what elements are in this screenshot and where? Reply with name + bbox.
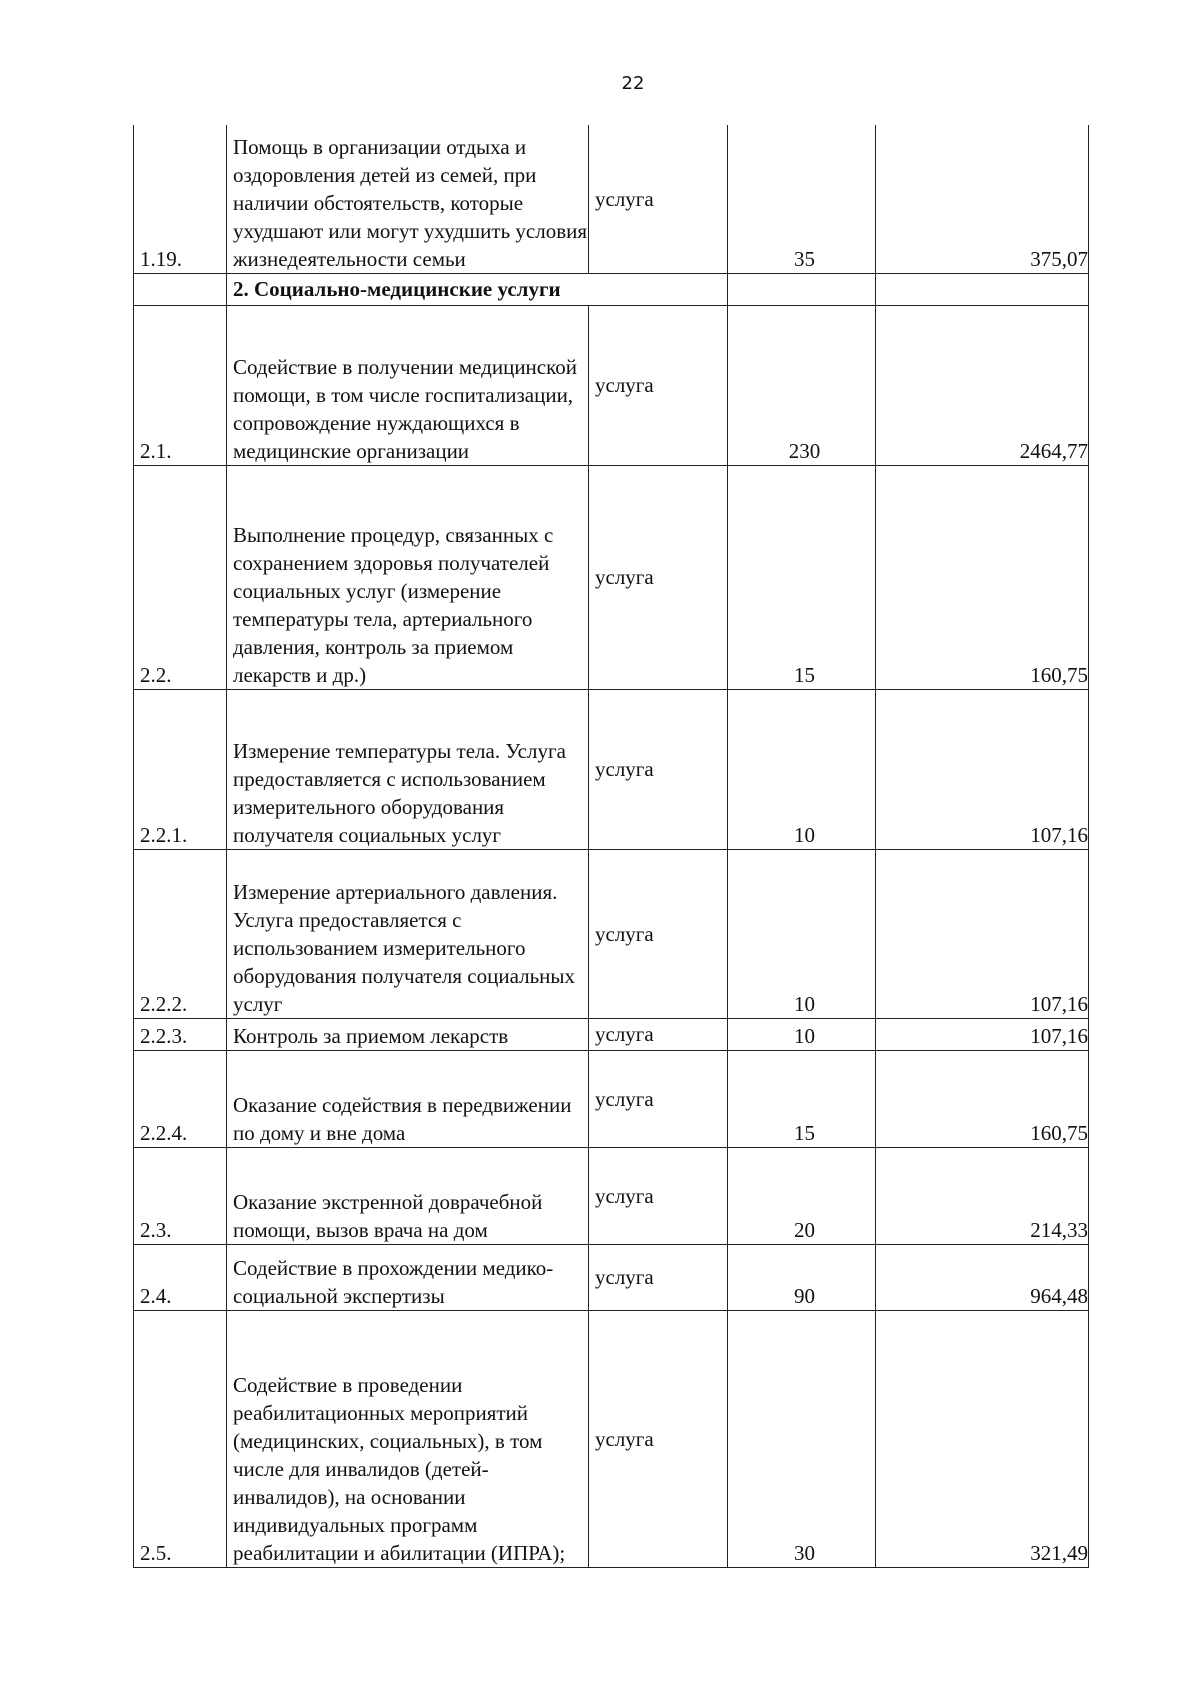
row-number: 2.5. xyxy=(134,1310,227,1567)
unit: услуга xyxy=(589,465,728,689)
quantity: 20 xyxy=(728,1147,876,1244)
service-name: Содействие в прохождении медико-социальной экспертизы xyxy=(227,1244,589,1310)
quantity: 10 xyxy=(728,1018,876,1050)
service-name: Контроль за приемом лекарств xyxy=(227,1018,589,1050)
section-header-row xyxy=(134,273,1089,305)
page-number: 22 xyxy=(621,73,645,94)
quantity: 10 xyxy=(728,849,876,1018)
price: 375,07 xyxy=(876,125,1089,273)
price: 107,16 xyxy=(876,689,1089,849)
service-name: Измерение температуры тела. Услуга предоставляется с использованием измерительного оборудования получателя социальных услуг xyxy=(227,689,589,849)
table-row xyxy=(134,1310,1089,1567)
table-row xyxy=(134,1018,1089,1050)
row-number: 1.19. xyxy=(134,125,227,273)
row-number: 2.3. xyxy=(134,1147,227,1244)
price: 321,49 xyxy=(876,1310,1089,1567)
row-number: 2.4. xyxy=(134,1244,227,1310)
table-row xyxy=(134,689,1089,849)
quantity: 30 xyxy=(728,1310,876,1567)
table-row xyxy=(134,305,1089,465)
service-name: Выполнение процедур, связанных с сохранением здоровья получателей социальных услуг (измерение температуры тела, артериального давления, контроль за приемом лекарств и др.) xyxy=(227,465,589,689)
service-name: Измерение артериального давления. Услуга предоставляется с использованием измерительного оборудования получателя социальных услуг xyxy=(227,849,589,1018)
service-name: Содействие в получении медицинской помощи, в том числе госпитализации, сопровождение нуждающихся в медицинские организации xyxy=(227,305,589,465)
unit: услуга xyxy=(589,849,728,1018)
table-row xyxy=(134,1244,1089,1310)
service-name: Помощь в организации отдыха и оздоровления детей из семей, при наличии обстоятельств, которые ухудшают или могут ухудшить условия жизнедеятельности семьи xyxy=(227,125,589,273)
price: 107,16 xyxy=(876,1018,1089,1050)
price: 2464,77 xyxy=(876,305,1089,465)
quantity: 10 xyxy=(728,689,876,849)
quantity: 35 xyxy=(728,125,876,273)
unit: услуга xyxy=(589,1018,728,1050)
row-number: 2.2.3. xyxy=(134,1018,227,1050)
unit: услуга xyxy=(589,1244,728,1310)
unit: услуга xyxy=(589,1310,728,1567)
section-title: 2. Социально-медицинские услуги xyxy=(227,273,728,305)
quantity: 90 xyxy=(728,1244,876,1310)
unit: услуга xyxy=(589,689,728,849)
table-row xyxy=(134,849,1089,1018)
unit: услуга xyxy=(589,1050,728,1147)
row-number: 2.2.1. xyxy=(134,689,227,849)
unit: услуга xyxy=(589,125,728,273)
service-name: Оказание содействия в передвижении по дому и вне дома xyxy=(227,1050,589,1147)
services-table xyxy=(133,125,1089,1568)
table-row xyxy=(134,1147,1089,1244)
service-name: Оказание экстренной доврачебной помощи, вызов врача на дом xyxy=(227,1147,589,1244)
price: 160,75 xyxy=(876,465,1089,689)
unit: услуга xyxy=(589,1147,728,1244)
row-number: 2.2.2. xyxy=(134,849,227,1018)
row-number: 2.1. xyxy=(134,305,227,465)
row-number: 2.2.4. xyxy=(134,1050,227,1147)
quantity: 15 xyxy=(728,1050,876,1147)
quantity: 15 xyxy=(728,465,876,689)
quantity: 230 xyxy=(728,305,876,465)
price: 214,33 xyxy=(876,1147,1089,1244)
table-row xyxy=(134,465,1089,689)
service-name: Содействие в проведении реабилитационных мероприятий (медицинских, социальных), в том числе для инвалидов (детей-инвалидов), на основании индивидуальных программ реабилитации и абилитации (ИПРА); xyxy=(227,1310,589,1567)
table-row xyxy=(134,1050,1089,1147)
table-row xyxy=(134,125,1089,273)
row-number: 2.2. xyxy=(134,465,227,689)
price: 107,16 xyxy=(876,849,1089,1018)
price: 160,75 xyxy=(876,1050,1089,1147)
unit: услуга xyxy=(589,305,728,465)
price: 964,48 xyxy=(876,1244,1089,1310)
